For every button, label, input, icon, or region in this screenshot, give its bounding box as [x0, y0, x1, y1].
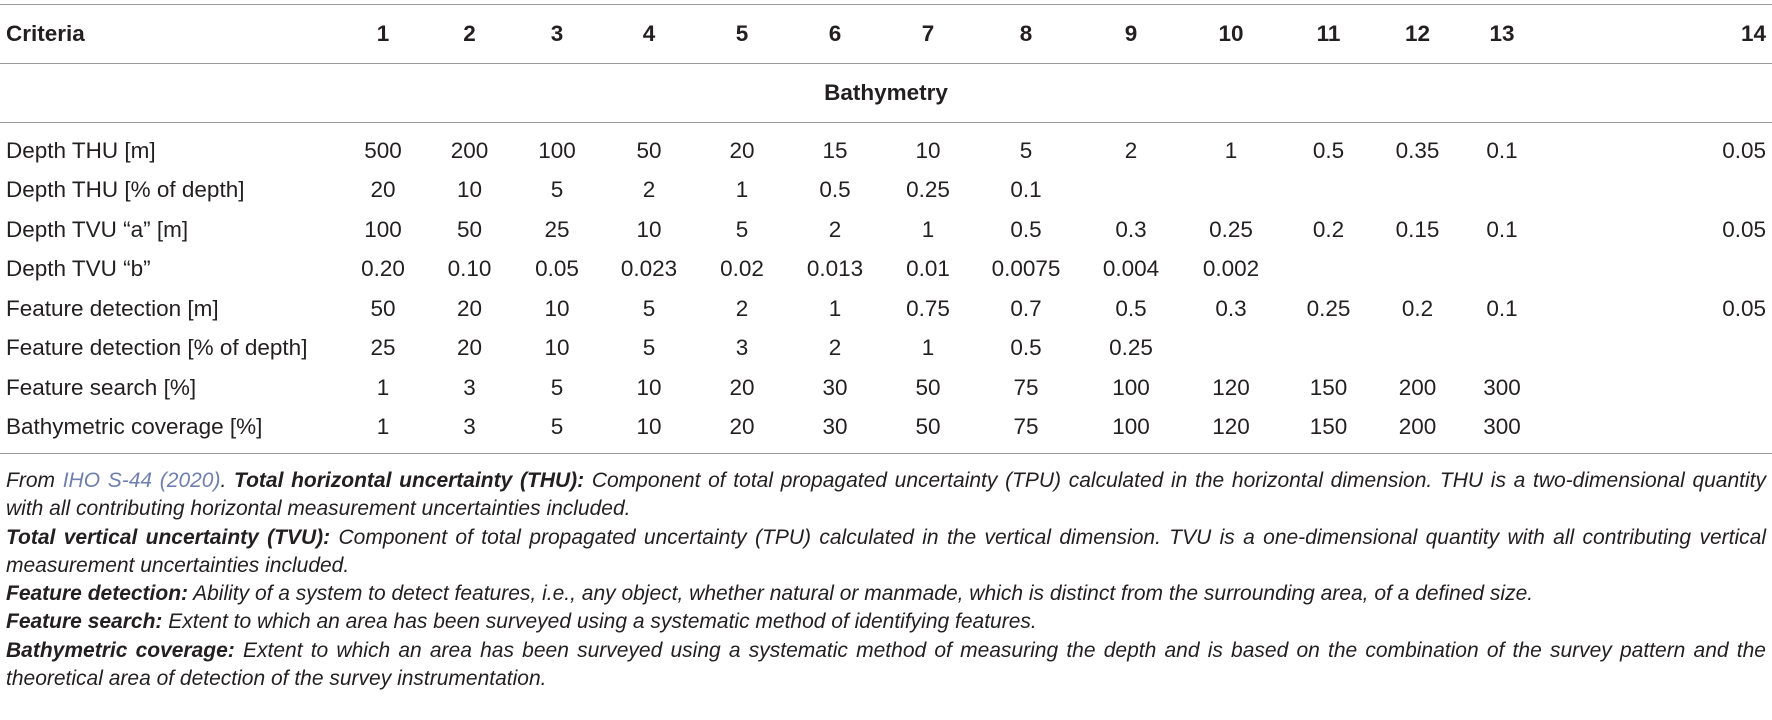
table-cell: 1: [828, 295, 842, 321]
table-cell: 3: [463, 374, 476, 400]
table-cell: 120: [1212, 374, 1250, 400]
header-cell: Criteria: [0, 5, 342, 64]
row-label: Feature search [%]: [6, 374, 197, 400]
table-cell: 50: [636, 137, 662, 163]
table-cell: 50: [885, 408, 971, 454]
table-cell: 0.0075: [991, 256, 1061, 282]
table-cell: 10: [544, 335, 570, 361]
table-cell: 25: [544, 216, 570, 242]
table-cell: 1: [735, 177, 749, 203]
table-header-row: [0, 5, 1772, 64]
table-cell: 0.5: [1115, 295, 1147, 321]
table-cell: 0.05: [1722, 295, 1766, 321]
table-cell: 0.3: [1115, 216, 1147, 242]
header-cell: 9: [1081, 5, 1181, 64]
table-cell: 100: [364, 216, 402, 242]
criteria-table: [0, 4, 1772, 454]
table-cell: [1459, 329, 1545, 369]
table-cell: 10: [456, 177, 483, 203]
table-cell: 75: [971, 408, 1081, 454]
header-cell: 10: [1181, 5, 1281, 64]
header-cell: 1: [342, 5, 424, 64]
table-cell: 10: [636, 374, 662, 400]
table-cell: 0.10: [447, 256, 492, 282]
header-cell: 11: [1281, 5, 1376, 64]
table-cell: 0.5: [1010, 216, 1042, 242]
table-cell: 0.023: [620, 256, 678, 282]
table-cell: 1: [1224, 137, 1238, 163]
row-label: Depth TVU “b”: [6, 256, 151, 282]
table-cell: 200: [1398, 374, 1437, 400]
table-cell: 10: [636, 216, 662, 242]
table-cell: 30: [785, 408, 885, 454]
table-cell: 5: [550, 374, 564, 400]
footnote-feature-detection: Feature detection: Ability of a system to detect features, i.e., any object, whether natural or manmade, which is distinct from the surrounding area, of a defined size.: [6, 582, 1534, 606]
table-cell: 5: [515, 408, 599, 454]
table-cell: 10: [915, 137, 941, 163]
table-cell: [1545, 171, 1772, 211]
table-cell: 2: [828, 216, 842, 242]
table-cell: 1: [921, 216, 935, 242]
table-cell: [1081, 171, 1181, 211]
table-cell: 0.02: [720, 256, 764, 282]
table-cell: 50: [370, 295, 396, 321]
table-cell: 0.20: [361, 256, 405, 282]
table-cell: 75: [1013, 374, 1039, 400]
table-cell: 0.5: [1010, 335, 1042, 361]
table-cell: 0.25: [906, 177, 950, 203]
table-cell: 2: [1124, 137, 1138, 163]
row-label: Depth TVU “a” [m]: [6, 216, 189, 242]
table-row: [0, 289, 1772, 329]
table-cell: 5: [735, 216, 749, 242]
table-cell: [1376, 250, 1459, 290]
header-cell: 6: [785, 5, 885, 64]
table-cell: 0.004: [1102, 256, 1160, 282]
table-cell: 50: [915, 374, 941, 400]
table-cell: 0.75: [906, 295, 950, 321]
table-cell: 300: [1459, 408, 1545, 454]
table-cell: 0.1: [1486, 295, 1518, 321]
table-cell: 0.2: [1312, 216, 1345, 242]
table-cell: [1545, 329, 1772, 369]
table-cell: 0.35: [1395, 137, 1440, 163]
table-cell: [1281, 250, 1376, 290]
table-cell: 100: [538, 137, 576, 163]
table-cell: 0.1: [1486, 216, 1518, 242]
header-cell: 14: [1545, 5, 1772, 64]
table-cell: 25: [370, 335, 396, 361]
table-cell: 0.002: [1202, 256, 1260, 282]
table-cell: 0.5: [819, 177, 851, 203]
table-cell: 2: [735, 295, 749, 321]
table-cell: 0.7: [1010, 295, 1042, 321]
table-cell: 20: [699, 408, 785, 454]
table-cell: [1281, 329, 1376, 369]
table-cell: 100: [1081, 408, 1181, 454]
table-cell: 1: [342, 408, 424, 454]
table-cell: 20: [456, 295, 483, 321]
table-cell: 10: [544, 295, 570, 321]
table-cell: 0.5: [1312, 137, 1345, 163]
table-cell: 5: [1019, 137, 1033, 163]
table-footnotes: [6, 467, 1766, 693]
reference-link[interactable]: IHO S-44 (2020): [62, 469, 221, 492]
table-cell: 0.25: [1109, 335, 1153, 361]
table-cell: 15: [822, 137, 848, 163]
table-cell: [1545, 250, 1772, 290]
table-cell: 3: [735, 335, 749, 361]
table-cell: 0.1: [1010, 177, 1042, 203]
table-cell: 5: [642, 295, 656, 321]
table-cell: [1459, 171, 1545, 211]
footnote-bathymetric-coverage: Bathymetric coverage: Extent to which an area has been surveyed using a systematic method of measuring the depth and is based on the combination of the survey pattern and the theoretical area of detection of the survey instrumentation.: [6, 638, 1766, 691]
section-row: [0, 64, 1772, 123]
table-cell: [1545, 368, 1772, 408]
header-cell: 3: [515, 5, 599, 64]
table-cell: [1376, 171, 1459, 211]
table-cell: 200: [450, 137, 489, 163]
table-cell: 100: [1112, 374, 1150, 400]
header-cell: 13: [1459, 5, 1545, 64]
table-cell: [1281, 171, 1376, 211]
table-cell: [1181, 171, 1281, 211]
header-cell: 12: [1376, 5, 1459, 64]
table-cell: 30: [822, 374, 848, 400]
table-cell: 500: [364, 137, 402, 163]
table-cell: 20: [729, 137, 755, 163]
table-cell: 0.2: [1401, 295, 1434, 321]
section-title: Bathymetry: [0, 64, 1772, 123]
table-row: [0, 210, 1772, 250]
table-cell: [1459, 250, 1545, 290]
table-cell: 20: [456, 335, 483, 361]
term-feature-detection: Feature detection:: [6, 582, 189, 606]
table-cell: 0.25: [1209, 216, 1253, 242]
table-cell: 0.25: [1306, 295, 1351, 321]
table-row: [0, 368, 1772, 408]
table-cell: 5: [642, 335, 656, 361]
header-cell: 7: [885, 5, 971, 64]
header-cell: 8: [971, 5, 1081, 64]
table-row: [0, 171, 1772, 211]
table-cell: 150: [1309, 374, 1348, 400]
footnote-feature-search: Feature search: Extent to which an area has been surveyed using a systematic method of identifying features.: [6, 610, 1037, 634]
table-row: [0, 250, 1772, 290]
table-cell: 120: [1181, 408, 1281, 454]
table-cell: 5: [550, 177, 564, 203]
header-cell: 4: [599, 5, 699, 64]
row-label: Depth THU [% of depth]: [6, 177, 245, 203]
table-cell: [1376, 329, 1459, 369]
term-thu: Total horizontal uncertainty (THU):: [234, 469, 585, 492]
footnote-tvu: Total vertical uncertainty (TVU): Component of total propagated uncertainty (TPU) calculated in the vertical dimension. TVU is a one-dimensional quantity with all contributing vertical measurement uncertainties included.: [6, 525, 1766, 577]
table-cell: 300: [1483, 374, 1521, 400]
row-label: Depth THU [m]: [6, 137, 156, 163]
table-cell: 0.1: [1486, 137, 1518, 163]
table-cell: 0.05: [535, 256, 579, 282]
table-cell: 50: [456, 216, 483, 242]
table-cell: 2: [828, 335, 842, 361]
table-cell: 20: [729, 374, 755, 400]
table-row: [0, 408, 1772, 454]
table-cell: 150: [1281, 408, 1376, 454]
table-cell: 0.05: [1722, 216, 1766, 242]
header-cell: 5: [699, 5, 785, 64]
table-cell: 10: [599, 408, 699, 454]
table-cell: 0.013: [806, 256, 864, 282]
table-cell: 20: [370, 177, 396, 203]
header-cell: 2: [424, 5, 515, 64]
row-label: Feature detection [% of depth]: [6, 335, 308, 361]
term-tvu: Total vertical uncertainty (TVU):: [6, 525, 331, 549]
row-label: Feature detection [m]: [6, 295, 219, 321]
table-cell: 1: [376, 374, 390, 400]
table-cell: 0.05: [1722, 137, 1766, 163]
table-row: [0, 329, 1772, 369]
table-cell: [1181, 329, 1281, 369]
table-cell: 200: [1376, 408, 1459, 454]
table-cell: 0.01: [906, 256, 950, 282]
table-cell: 1: [921, 335, 935, 361]
table-cell: 0.15: [1395, 216, 1440, 242]
table-cell: 3: [424, 408, 515, 454]
table-row: [0, 123, 1772, 171]
table-cell: 2: [642, 177, 656, 203]
term-feature-search: Feature search:: [6, 610, 163, 634]
table-cell: 0.3: [1215, 295, 1247, 321]
term-bathymetric-coverage: Bathymetric coverage:: [6, 638, 235, 662]
table-cell: [1545, 408, 1772, 454]
footnote-thu: From IHO S-44 (2020). Total horizontal uncertainty (THU): Component of total propagated uncertainty (TPU) calculated in the horizontal dimension. THU is a two-dimensional quantity with all contributing horizontal measurement uncertainties included.: [6, 469, 1766, 521]
row-label: Bathymetric coverage [%]: [0, 408, 342, 454]
